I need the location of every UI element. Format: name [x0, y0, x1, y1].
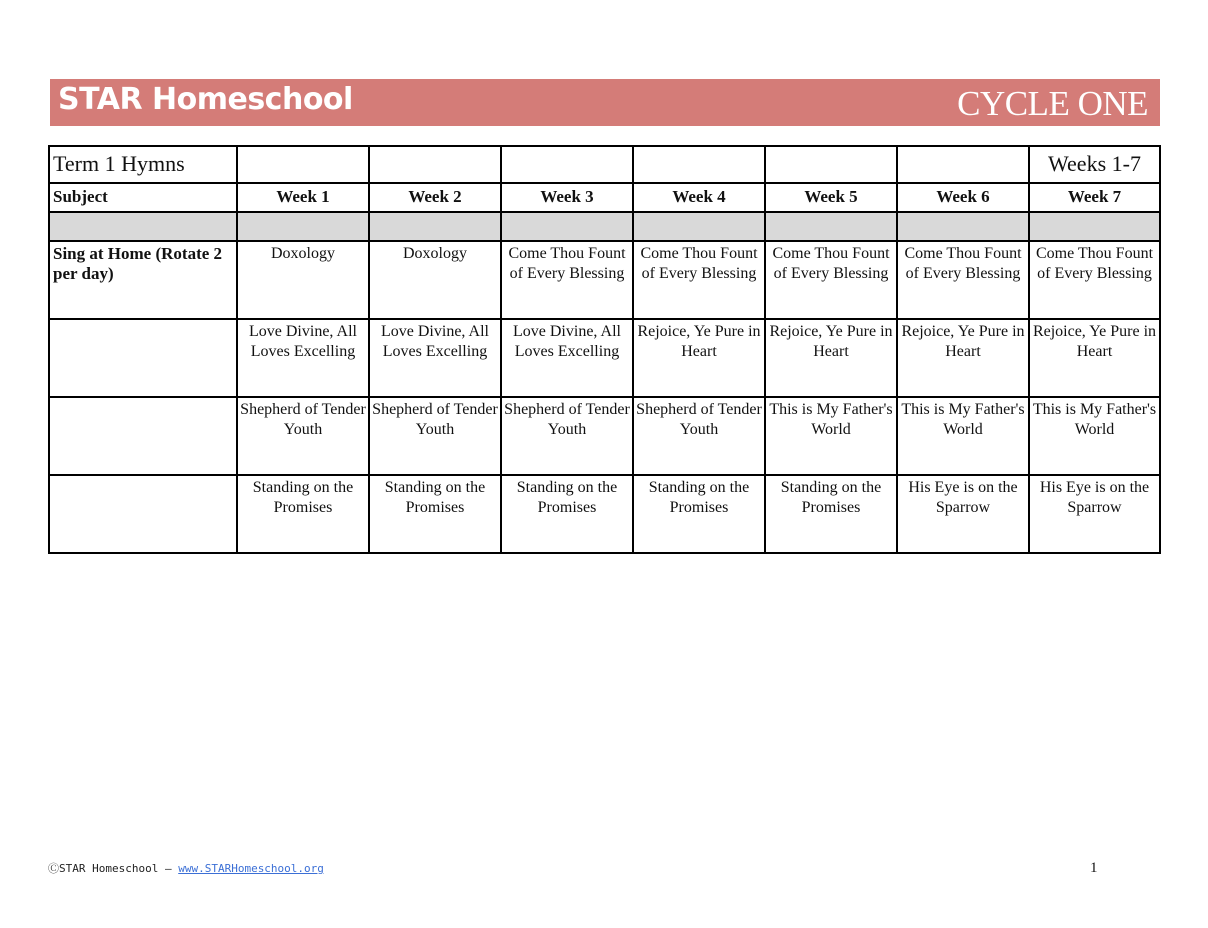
table-row: [49, 319, 1160, 397]
hymn-cell: Standing on the Promises: [237, 475, 369, 553]
spacer-cell: [633, 212, 765, 241]
hymn-cell: His Eye is on the Sparrow: [1029, 475, 1160, 553]
copyright-text: ⒸSTAR Homeschool –: [48, 862, 179, 875]
hymn-cell: Shepherd of Tender Youth: [369, 397, 501, 475]
table-row: [49, 475, 1160, 553]
week-header: Week 7: [1029, 183, 1160, 212]
hymn-cell: This is My Father's World: [1029, 397, 1160, 475]
blank-cell: [633, 146, 765, 183]
hymn-cell: Doxology: [237, 241, 369, 319]
row-label-empty: [49, 397, 237, 475]
term-title: Term 1 Hymns: [49, 146, 237, 183]
hymn-cell: Shepherd of Tender Youth: [501, 397, 633, 475]
blank-cell: [369, 146, 501, 183]
hymn-cell: Rejoice, Ye Pure in Heart: [765, 319, 897, 397]
spacer-cell: [501, 212, 633, 241]
spacer-cell: [237, 212, 369, 241]
blank-cell: [237, 146, 369, 183]
row-label: Sing at Home (Rotate 2 per day): [49, 241, 237, 319]
hymn-cell: Love Divine, All Loves Excelling: [237, 319, 369, 397]
blank-cell: [501, 146, 633, 183]
hymn-cell: Come Thou Fount of Every Blessing: [633, 241, 765, 319]
page-number: 1: [1090, 860, 1098, 876]
hymn-cell: Come Thou Fount of Every Blessing: [1029, 241, 1160, 319]
hymn-cell: Rejoice, Ye Pure in Heart: [1029, 319, 1160, 397]
hymn-cell: Love Divine, All Loves Excelling: [501, 319, 633, 397]
term-weeks: Weeks 1-7: [1029, 146, 1160, 183]
footer-copyright: [48, 861, 324, 877]
week-header: Week 2: [369, 183, 501, 212]
spacer-cell: [897, 212, 1029, 241]
hymn-cell: Love Divine, All Loves Excelling: [369, 319, 501, 397]
blank-cell: [897, 146, 1029, 183]
hymn-cell: Rejoice, Ye Pure in Heart: [897, 319, 1029, 397]
row-label-empty: [49, 319, 237, 397]
spacer-row: [49, 212, 1160, 241]
hymn-cell: Standing on the Promises: [765, 475, 897, 553]
hymn-cell: Come Thou Fount of Every Blessing: [501, 241, 633, 319]
hymn-cell: Standing on the Promises: [633, 475, 765, 553]
hymn-schedule-table: [48, 145, 1161, 554]
week-header: Week 5: [765, 183, 897, 212]
header-banner: [50, 79, 1160, 126]
hymn-cell: Come Thou Fount of Every Blessing: [765, 241, 897, 319]
row-label-empty: [49, 475, 237, 553]
blank-cell: [765, 146, 897, 183]
spacer-cell: [369, 212, 501, 241]
hymn-cell: Doxology: [369, 241, 501, 319]
hymn-cell: His Eye is on the Sparrow: [897, 475, 1029, 553]
banner-title: STAR Homeschool: [58, 82, 353, 117]
hymn-cell: Rejoice, Ye Pure in Heart: [633, 319, 765, 397]
hymn-cell: Standing on the Promises: [501, 475, 633, 553]
header-row: [49, 183, 1160, 212]
week-header: Week 6: [897, 183, 1029, 212]
spacer-cell: [1029, 212, 1160, 241]
hymn-cell: Come Thou Fount of Every Blessing: [897, 241, 1029, 319]
hymn-cell: This is My Father's World: [765, 397, 897, 475]
term-row: [49, 146, 1160, 183]
table-row: [49, 397, 1160, 475]
hymn-cell: Standing on the Promises: [369, 475, 501, 553]
week-header: Week 3: [501, 183, 633, 212]
spacer-cell: [49, 212, 237, 241]
week-header: Week 4: [633, 183, 765, 212]
spacer-cell: [765, 212, 897, 241]
hymn-cell: Shepherd of Tender Youth: [237, 397, 369, 475]
subject-header: Subject: [49, 183, 237, 212]
week-header: Week 1: [237, 183, 369, 212]
website-link[interactable]: www.STARHomeschool.org: [178, 862, 324, 875]
hymn-cell: This is My Father's World: [897, 397, 1029, 475]
banner-cycle-label: CYCLE ONE: [957, 84, 1148, 123]
table-row: [49, 241, 1160, 319]
hymn-cell: Shepherd of Tender Youth: [633, 397, 765, 475]
